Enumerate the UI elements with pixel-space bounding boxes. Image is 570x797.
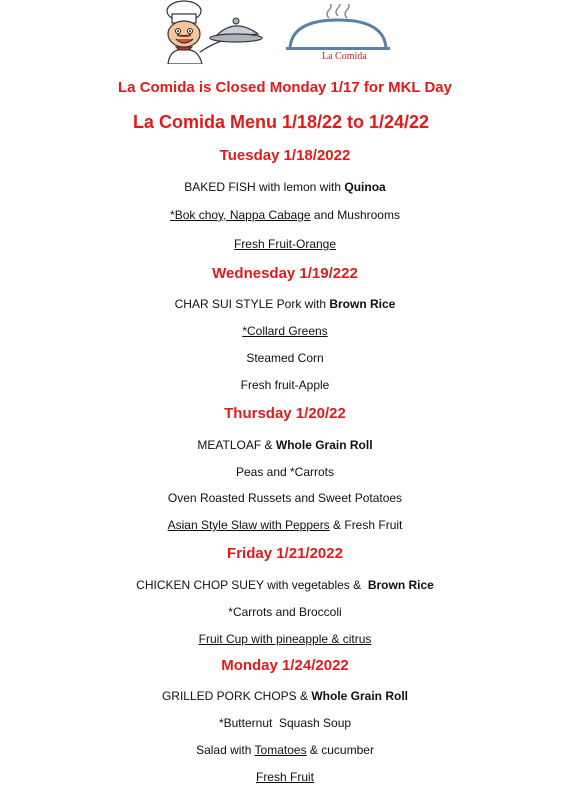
menu-title: La Comida Menu 1/18/22 to 1/24/22 [132,112,430,132]
menu-item-text: CHICKEN CHOP SUEY with vegetables & [136,578,368,592]
menu-item [0,632,570,646]
menu-item [0,770,570,784]
menu-item-text: MEATLOAF & [197,438,276,452]
menu-item-text: Fruit Cup with pineapple & citrus [198,632,372,646]
menu-item-text: Oven Roasted Russets and Sweet Potatoes [167,491,403,505]
menu-item [0,605,570,619]
menu-item-text: and Mushrooms [310,208,400,222]
menu-item-text: Quinoa [344,180,386,194]
menu-item [0,297,570,311]
menu-item-text: *Collard Greens [242,324,328,338]
logo-text: La Comida [322,51,367,60]
day-heading: Tuesday 1/18/2022 [219,147,351,164]
menu-item-text: Asian Style Slaw with Peppers [167,518,330,532]
menu-item-text: Salad with [196,743,255,757]
menu-item-text: Fresh Fruit [255,770,314,784]
menu-item [0,351,570,365]
covered-dish-logo-icon [282,4,394,60]
menu-item-text: GRILLED PORK CHOPS & [161,689,312,703]
menu-item [0,689,570,703]
menu-item-text: *Carrots and Broccoli [228,605,342,619]
menu-item [0,378,570,392]
menu-item-text: Fresh Fruit-Orange [233,237,337,251]
menu-item-text: Fresh fruit-Apple [240,378,330,392]
chef-logo-icon [150,0,278,64]
menu-item [0,324,570,338]
menu-item-text: CHAR SUI STYLE Pork with [174,297,330,311]
menu-item [0,743,570,757]
menu-item-text: Steamed Corn [246,351,324,365]
menu-item-text: Tomatoes [254,743,307,757]
menu-item [0,208,570,222]
menu-item-text: Whole Grain Roll [311,689,409,703]
day-heading: Thursday 1/20/22 [224,405,346,422]
day-heading: Wednesday 1/19/222 [212,265,358,282]
menu-item-text: Brown Rice [367,578,434,592]
menu-item [0,465,570,479]
menu-item-text: Whole Grain Roll [275,438,373,452]
menu-item [0,578,570,592]
menu-item [0,237,570,251]
menu-item-text: Brown Rice [329,297,396,311]
menu-item [0,491,570,505]
menu-item [0,438,570,452]
menu-item-text: & cucumber [306,743,374,757]
day-heading: Friday 1/21/2022 [227,545,343,562]
menu-item-text: Peas and *Carrots [235,465,335,479]
menu-item-text: *Bok choy, Nappa Cabage [170,208,311,222]
menu-item [0,716,570,730]
menu-item [0,518,570,532]
menu-item-text: *Butternut Squash Soup [218,716,352,730]
menu-item-text: BAKED FISH with lemon with [184,180,345,194]
menu-item [0,180,570,194]
menu-item-text: & Fresh Fruit [329,518,403,532]
day-heading: Monday 1/24/2022 [221,657,349,674]
closure-notice: La Comida is Closed Monday 1/17 for MKL Day [118,79,452,96]
